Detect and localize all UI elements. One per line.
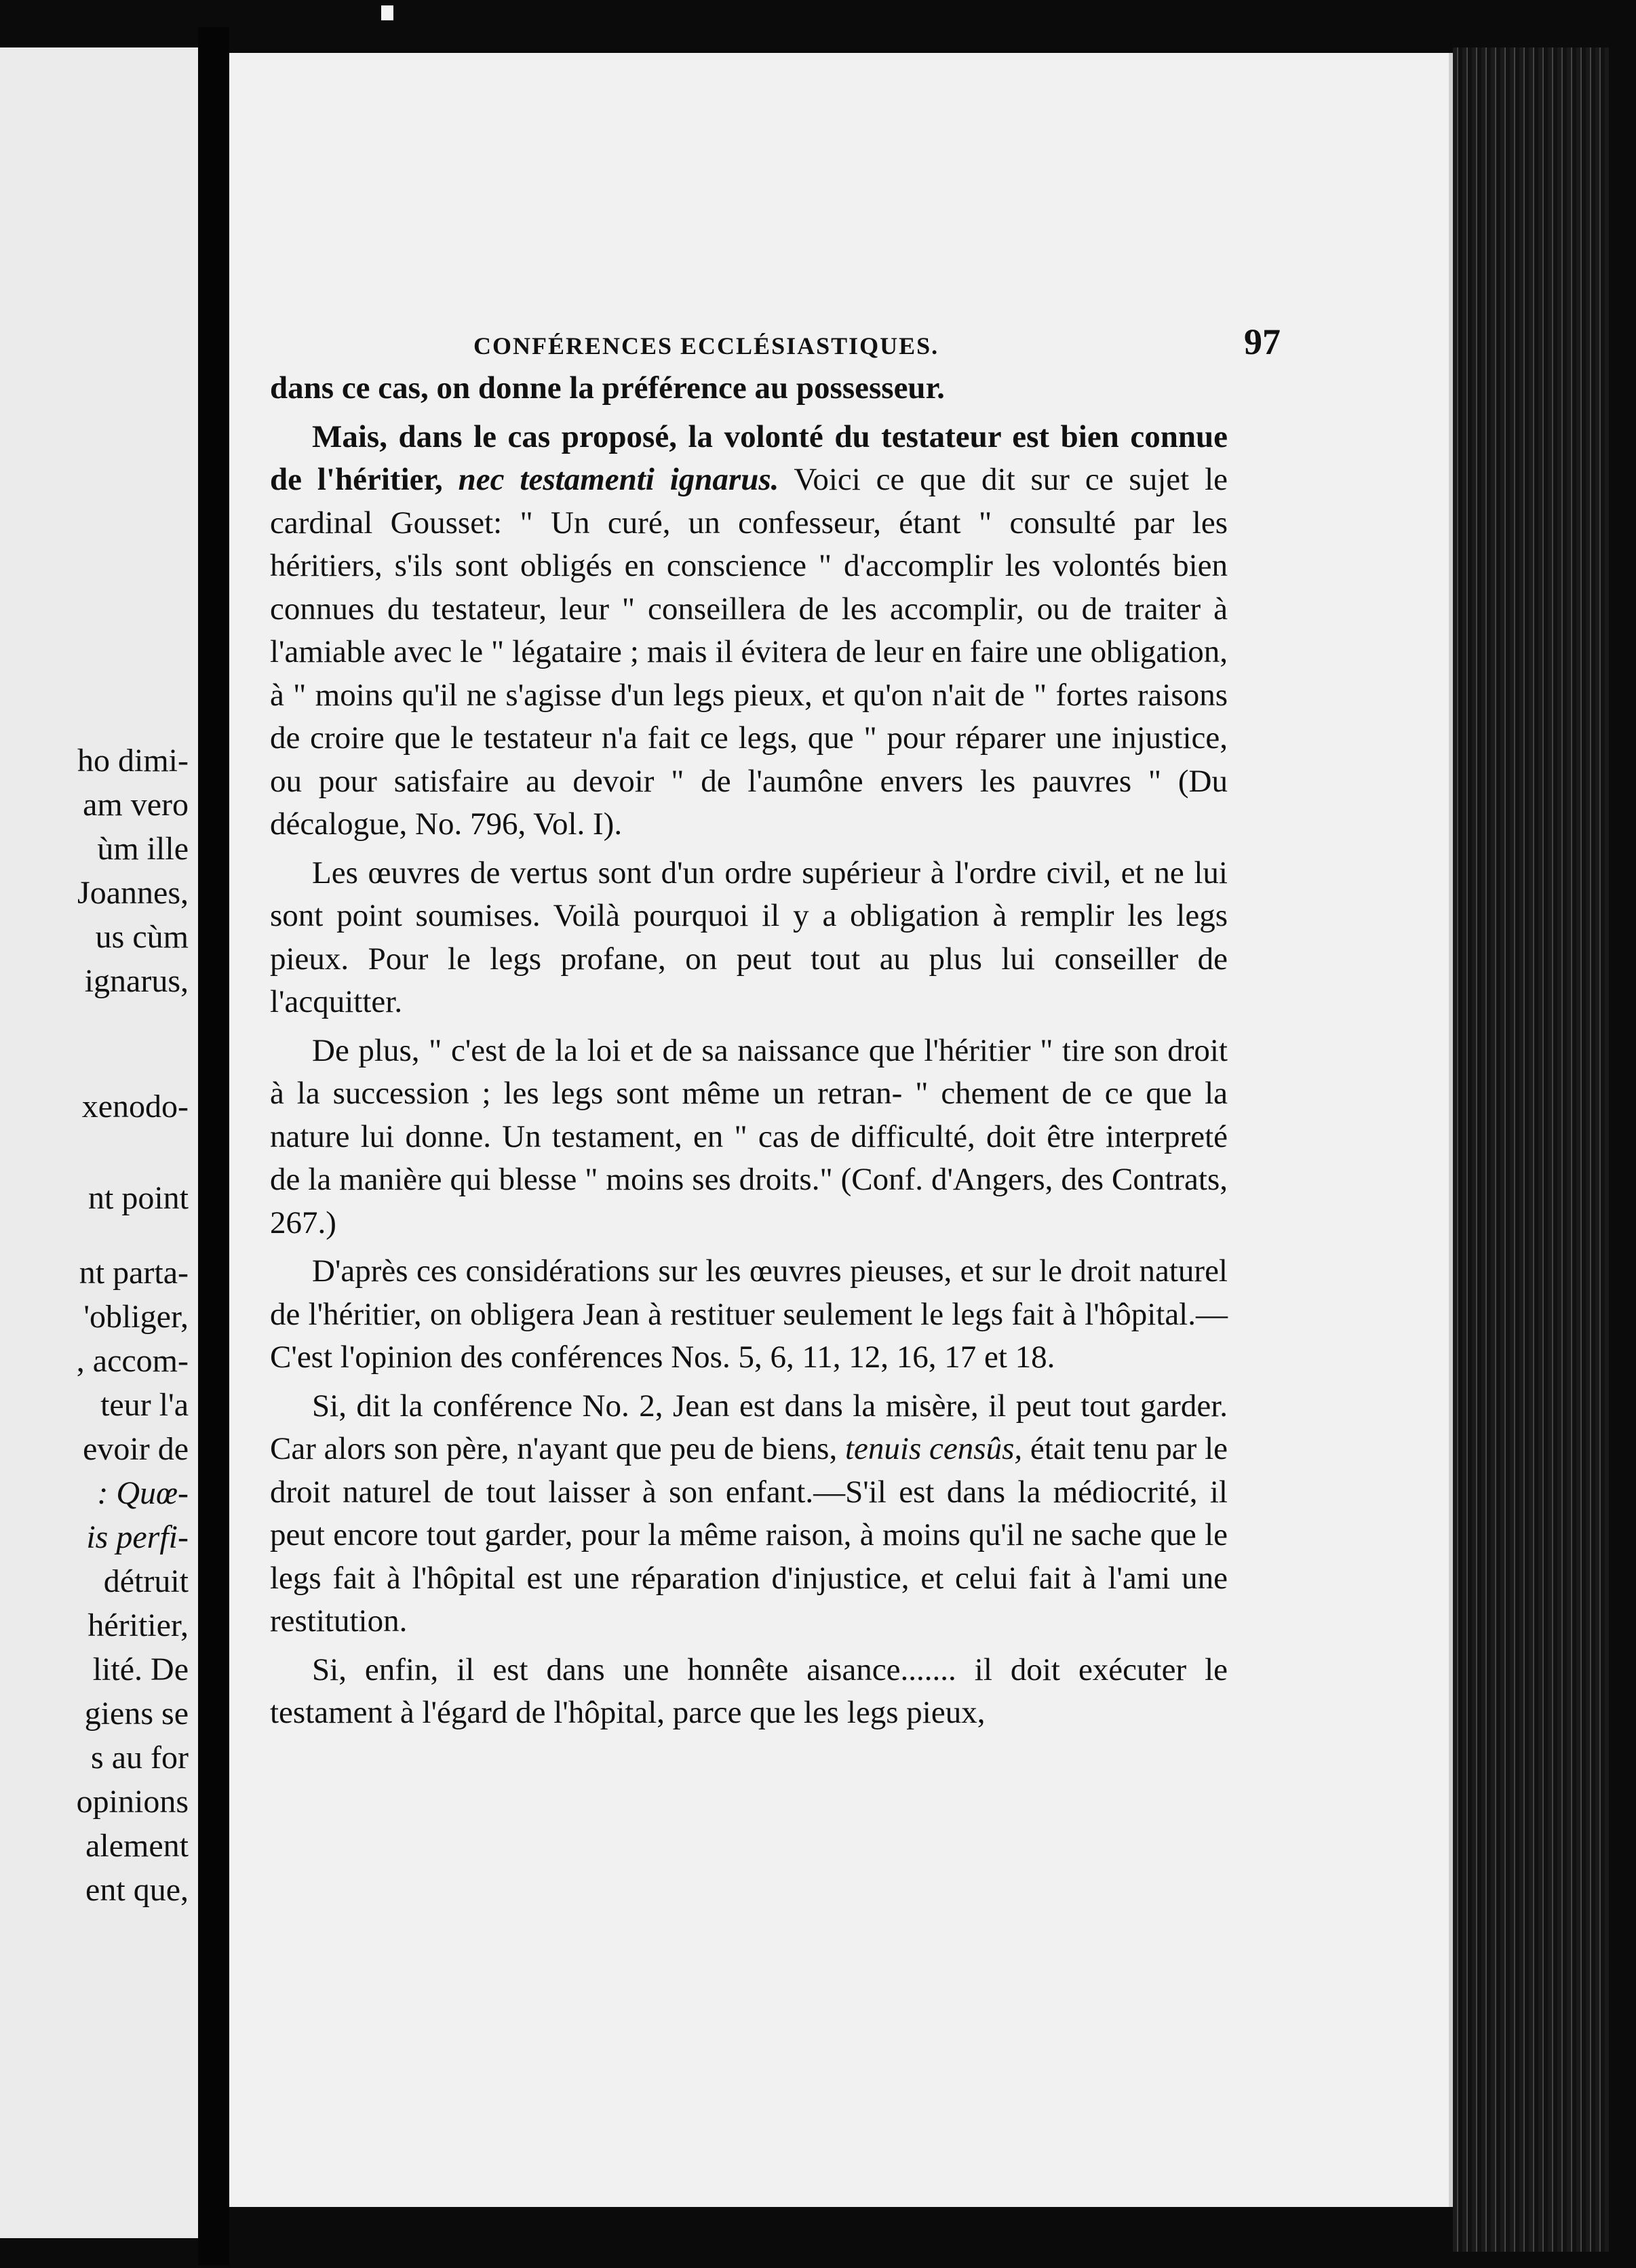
left-page-line: alement (85, 1828, 189, 1864)
left-page-line: Joannes, (77, 875, 189, 911)
left-page-line: héritier, (87, 1607, 189, 1643)
left-page-line: giens se (84, 1696, 189, 1732)
left-page-line: ent que, (85, 1872, 189, 1908)
left-page-line: ho dimi- (77, 743, 189, 779)
left-facing-page (0, 47, 198, 2238)
book-gutter (198, 27, 229, 2265)
left-page-line: evoir de (83, 1431, 189, 1467)
right-page (229, 53, 1453, 2207)
left-page-line: : Quœ- (97, 1475, 189, 1511)
paragraph-6 (270, 1385, 1228, 1643)
left-page-line: ignarus, (84, 963, 189, 999)
paragraph-5: D'après ces considérations sur les œuvres pieuses, et sur le droit naturel de l'héritier, on obligera Jean à restituer seulement le legs fait à l'hôpital.—C'est l'opinion des conférences Nos. 5, 6, 11, 12, 16, 17 et 18. (270, 1253, 1228, 1375)
latin-phrase: nec testamenti ignarus. (458, 462, 779, 497)
left-page-line: opinions (76, 1784, 189, 1820)
latin-phrase-2: tenuis censûs, (845, 1431, 1023, 1466)
running-title: CONFÉRENCES ECCLÉSIASTIQUES. (473, 332, 939, 359)
paragraph-2-part-c: Voici ce que dit sur ce sujet le cardinal Gousset: " Un curé, un confesseur, étant " consulté par les héritiers, s'ils sont obligés en conscience " d'accomplir les volontés bien connues du testateur, leur " conseillera de les accomplir, ou de traiter à l'amiable avec le " légataire ; mais il évitera de leur en faire une obligation, à " moins qu'il ne s'agisse d'un legs pieux, et qu'on n'ait de " fortes raisons de croire que le testateur n'a fait ce legs, que " pour réparer une injustice, ou pour satisfaire au devoir " de l'aumône envers les pauvres " (Du décalogue, No. 796, Vol. I). (270, 462, 1228, 842)
left-page-line: ùm ille (97, 831, 189, 867)
paragraph-2-part-a: Mais, dans le cas proposé, la volonté du testateur est bien connue de l'héritier, (270, 418, 1228, 497)
book-page-edges (1453, 47, 1609, 2252)
left-page-line: teur l'a (100, 1387, 189, 1423)
scan-artifact (381, 5, 393, 20)
paragraph-4: De plus, " c'est de la loi et de sa naissance que l'héritier " tire son droit à la succession ; les legs sont même un retran- " chement de ce que la nature lui donne. Un testament, en " cas de difficulté, doit être interpreté de la manière qui blesse " moins ses droits." (Conf. d'Angers, des Contrats, 267.) (270, 1032, 1228, 1240)
left-page-line: xenodo- (81, 1089, 189, 1125)
paragraph-3: Les œuvres de vertus sont d'un ordre supérieur à l'ordre civil, et ne lui sont point soumises. Voilà pourquoi il y a obligation à remplir les legs pieux. Pour le legs profane, on peut tout au plus lui conseiller de l'acquitter. (270, 855, 1228, 1019)
paragraph-2 (270, 416, 1228, 846)
left-page-line: lité. De (92, 1651, 189, 1687)
running-head (473, 321, 1281, 363)
left-page-line: s au for (91, 1740, 189, 1776)
left-page-line: détruit (103, 1563, 189, 1599)
left-page-line: nt parta- (79, 1255, 189, 1291)
left-page-line: is perfi- (86, 1519, 189, 1555)
paragraph-1: dans ce cas, on donne la préférence au possesseur. (270, 370, 945, 406)
left-page-line: am vero (83, 787, 189, 823)
page-content (270, 321, 1281, 1740)
left-page-line: , accom- (76, 1343, 189, 1379)
paragraph-6-part-c: était tenu par le droit naturel de tout laisser à son enfant.—S'il est dans la médiocrité, il peut encore tout garder, pour la même raison, à moins qu'il ne sache que le legs fait à l'hôpital est une réparation d'injustice, et celui fait à l'ami une restitution. (270, 1431, 1228, 1639)
left-page-line: nt point (87, 1180, 189, 1216)
page-number: 97 (1244, 321, 1281, 362)
paragraph-6-part-a: Si, dit la conférence No. 2, Jean est dans la misère, il peut tout garder. Car alors son père, n'ayant que peu de biens, (270, 1388, 1228, 1466)
paragraph-7: Si, enfin, il est dans une honnête aisance....... il doit exécuter le testament à l'égard de l'hôpital, parce que les legs pieux, (270, 1651, 1228, 1730)
left-page-line: us cùm (95, 919, 189, 955)
left-page-line: 'obliger, (83, 1299, 189, 1335)
